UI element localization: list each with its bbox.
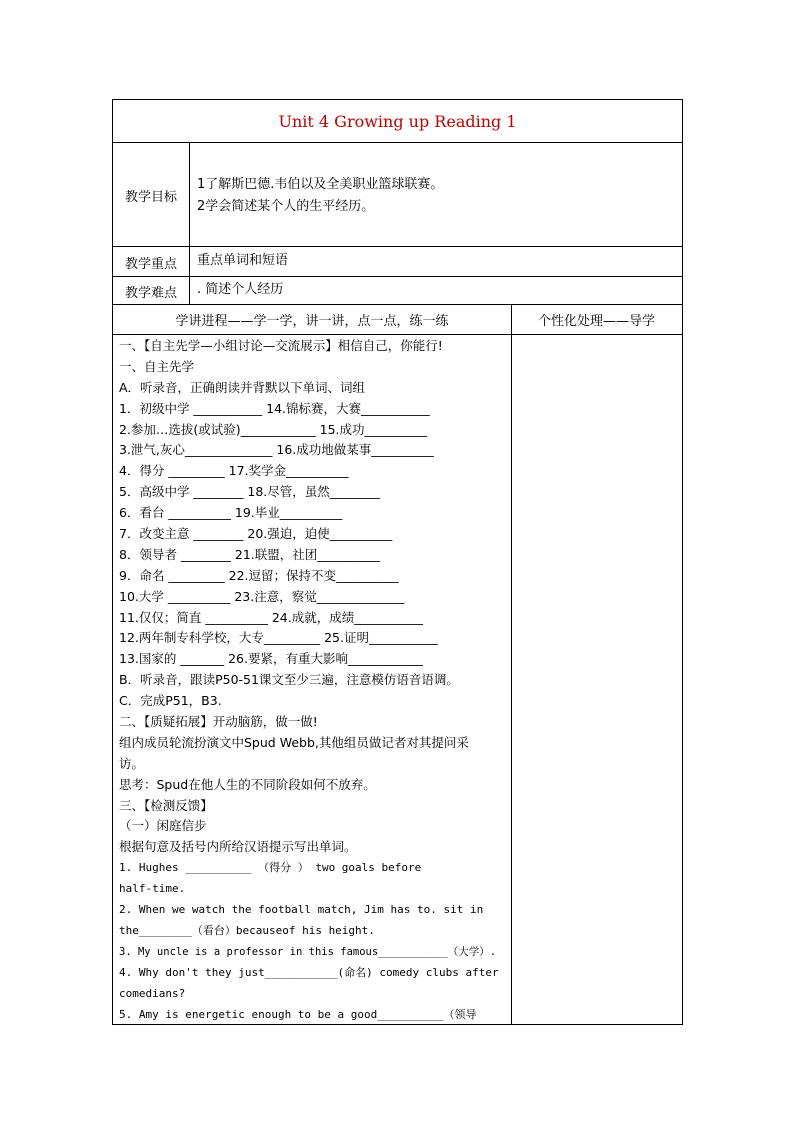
row-divider xyxy=(113,276,682,277)
exercise-line: 3. My uncle is a professor in this famous___________（大学）. xyxy=(119,945,497,958)
vocab-line: 8．领导者 ________ 21.联盟，社团__________ xyxy=(119,546,380,562)
vocab-line: 2.参加…选拔(或试验)____________ 15.成功__________ xyxy=(119,421,428,437)
instruction: 思考：Spud在他人生的不同阶段如何不放弃。 xyxy=(119,776,376,792)
row-divider xyxy=(113,246,682,247)
section-heading: 二、【质疑拓展】开动脑筋，做一做! xyxy=(119,714,318,730)
vocab-line: 7．改变主意 ________ 20.强迫，迫使__________ xyxy=(119,526,393,542)
section-heading: 三、【检测反馈】 xyxy=(119,797,213,813)
vocab-line: 6．看台 __________ 19.毕业__________ xyxy=(119,505,343,521)
objectives-label: 教学目标 xyxy=(124,190,177,205)
objectives-text xyxy=(197,174,443,218)
exercise-line: half-time. xyxy=(119,882,186,896)
lesson-title: Unit 4 Growing up Reading 1 xyxy=(278,112,517,131)
objective-line: 1了解斯巴德.韦伯以及全美职业篮球联赛。 xyxy=(197,177,444,192)
vocab-line: 5．高级中学 ________ 18.尽管，虽然________ xyxy=(119,484,380,500)
key-points-text: 重点单词和短语 xyxy=(197,253,289,268)
sub-heading: （一）闲庭信步 xyxy=(119,818,207,834)
lesson-plan-table xyxy=(112,99,683,1025)
exercise-line: 2. When we watch the football match, Jim has to. sit in xyxy=(119,903,484,917)
vocab-line: 9．命名 _________ 22.逗留；保持不变__________ xyxy=(119,567,399,583)
lesson-content xyxy=(119,336,507,1025)
vocab-line: 3.泄气,灰心______________ 16.成功地做某事__________ xyxy=(119,442,434,458)
difficulties-text: . 简述个人经历 xyxy=(197,282,284,297)
exercise-line: comedians? xyxy=(119,986,186,1000)
key-points-label: 教学重点 xyxy=(124,257,177,272)
vocab-line: 12.两年制专科学校，大专_________ 25.证明___________ xyxy=(119,630,438,646)
exercise-line: 5. Amy is energetic enough to be a good__________（领导 xyxy=(119,1007,477,1021)
difficulties-label: 教学难点 xyxy=(124,286,177,301)
row-divider xyxy=(113,304,682,305)
notes-column-divider xyxy=(511,304,512,1025)
row-divider xyxy=(113,334,682,335)
exercise-line: 1. Hughes __________ （得分 ） two goals before xyxy=(119,861,422,875)
label-column-divider xyxy=(189,142,190,304)
instruction: 组内成员轮流扮演文中Spud Webb,其他组员做记者对其提问采 xyxy=(119,734,469,750)
exercise-line: 4. Why don't they just___________(命名) comedy clubs after xyxy=(119,965,499,979)
vocab-line: 11.仅仅；简直 __________ 24.成就，成绩___________ xyxy=(119,609,423,625)
instruction: A．听录音，正确朗读并背默以下单词、词组 xyxy=(119,379,366,395)
vocab-line: 10.大学 __________ 23.注意，察觉______________ xyxy=(119,588,405,604)
instruction: 根据句意及括号内所给汉语提示写出单词。 xyxy=(119,839,357,855)
sub-heading: 一、自主先学 xyxy=(119,358,195,374)
vocab-line: 1．初级中学 ___________ 14.锦标赛，大赛___________ xyxy=(119,400,430,416)
exercise-line: the________（看台）becauseof his height. xyxy=(119,923,375,937)
instruction: C．完成P51，B3. xyxy=(119,693,222,709)
section-heading: 一、【自主先学—小组讨论—交流展示】相信自己，你能行! xyxy=(119,338,443,353)
row-divider xyxy=(113,142,682,143)
instruction: B．听录音，跟读P50-51课文至少三遍，注意模仿语音语调。 xyxy=(119,672,459,688)
vocab-line: 4．得分 _________ 17.奖学金__________ xyxy=(119,463,349,479)
objective-line: 2学会简述某个人的生平经历。 xyxy=(197,199,375,214)
process-column-header: 学讲进程——学一学，讲一讲，点一点，练一练 xyxy=(175,314,449,329)
notes-column-header: 个性化处理——导学 xyxy=(537,314,655,329)
instruction: 访。 xyxy=(119,755,145,771)
vocab-line: 13.国家的 _______ 26.要紧，有重大影响____________ xyxy=(119,651,423,667)
